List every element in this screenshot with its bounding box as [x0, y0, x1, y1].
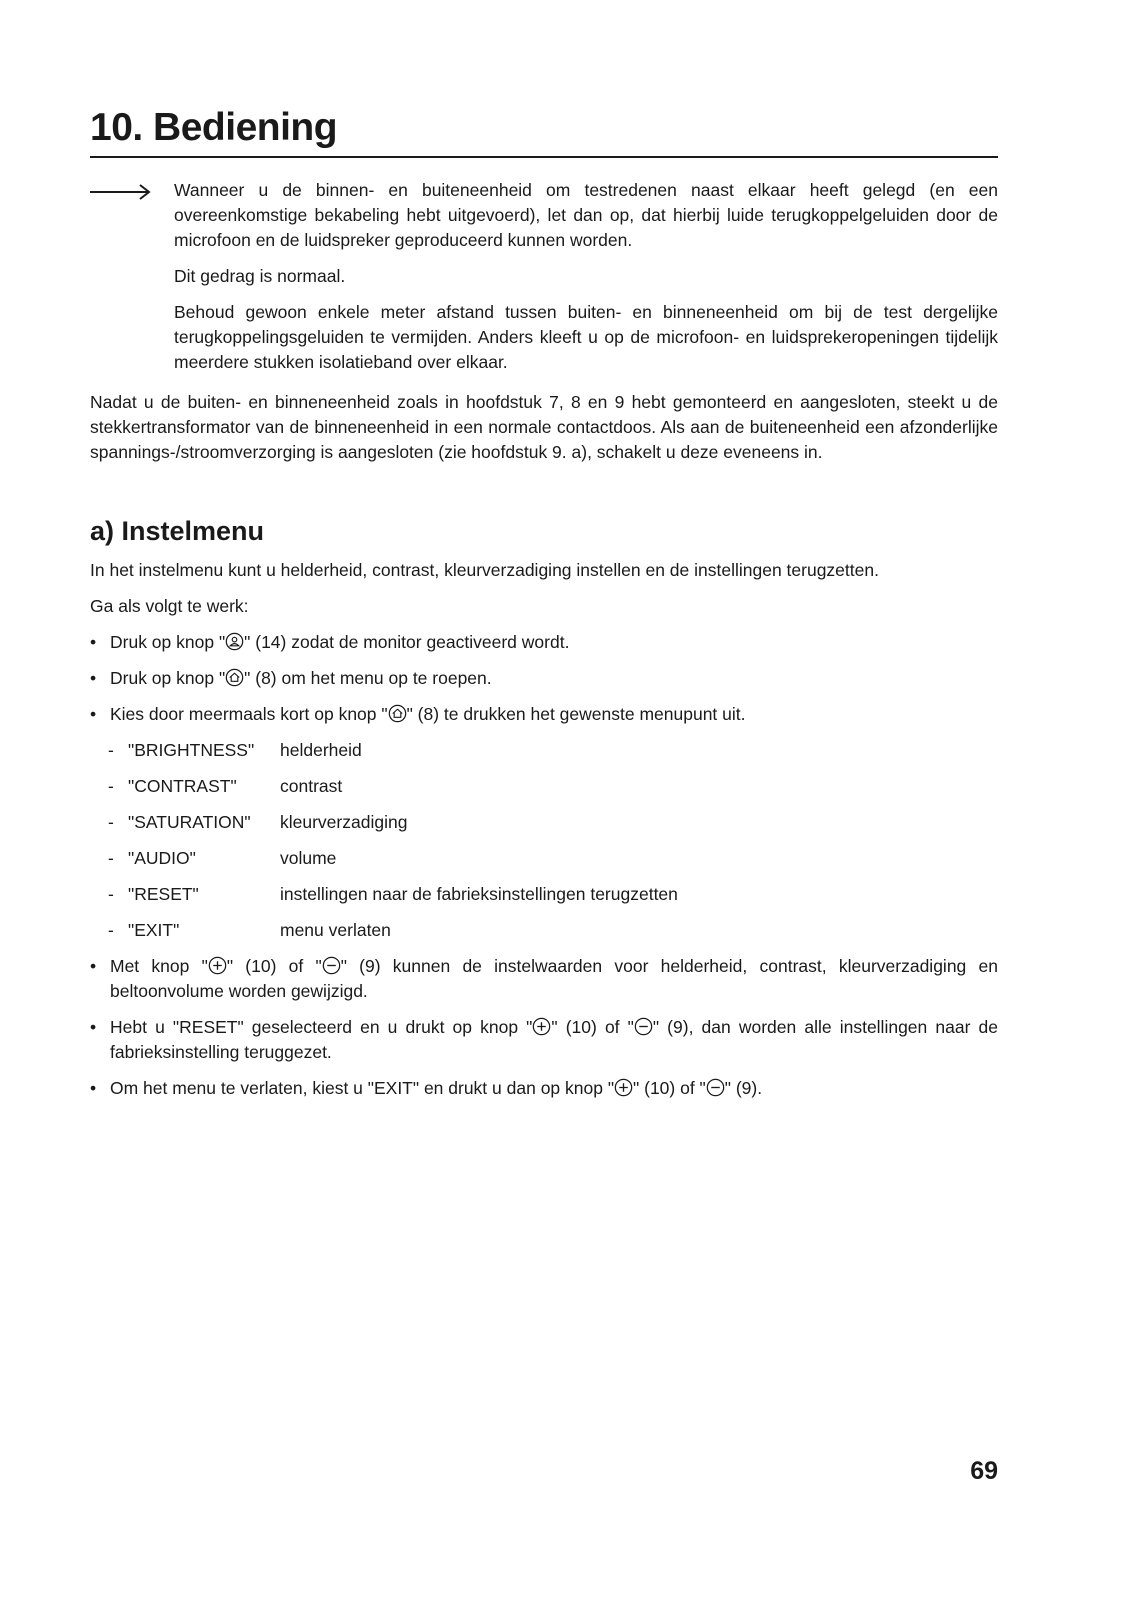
menu-option-description: contrast	[280, 776, 343, 796]
menu-option-key: "BRIGHTNESS"	[128, 740, 255, 760]
menu-option-key: "EXIT"	[128, 920, 180, 940]
dash-mark: -	[108, 848, 114, 868]
bullet-item: • Druk op knop " " (14) zodat de monitor geactiveerd wordt.	[90, 630, 998, 655]
menu-option-row	[90, 918, 998, 943]
bullet-item: • Met knop " " (10) of " " (9) kunnen de instelwaarden voor helderheid, contrast, kleurverzadiging en beltoonvolume worden gewijzigd.	[90, 956, 998, 1001]
section-heading: a) Instelmenu	[90, 516, 265, 546]
bullet-item: • Kies door meermaals kort op knop " " (8) te drukken het gewenste menupunt uit.	[90, 702, 998, 727]
dash-mark: -	[108, 776, 114, 796]
plus-circle-icon	[532, 1017, 551, 1036]
menu-option-key: "AUDIO"	[128, 848, 196, 868]
menu-option-row	[90, 846, 998, 871]
minus-circle-icon	[706, 1078, 725, 1097]
menu-option-row	[90, 774, 998, 799]
note-paragraph: Dit gedrag is normaal.	[174, 266, 346, 286]
intro-paragraph: Nadat u de buiten- en binneneenheid zoals in hoofdstuk 7, 8 en 9 hebt gemonteerd en aangesloten, steekt u de stekkertransformator van de binneneenheid in een normale contactdoos. Als aan de buiteneenheid een afzonderlijke spannings-/stroomverzorging is aangesloten (zie hoofdstuk 9. a), schakelt u deze eveneens in.	[90, 392, 998, 462]
bullet-mark: •	[90, 1017, 97, 1037]
page-number: 69	[970, 1457, 998, 1485]
section-paragraph: Ga als volgt te werk:	[90, 596, 249, 616]
minus-circle-icon	[634, 1017, 653, 1036]
menu-option-key: "RESET"	[128, 884, 199, 904]
note-text	[174, 178, 998, 386]
plus-circle-icon	[614, 1078, 633, 1097]
menu-option-description: kleurverzadiging	[280, 812, 408, 832]
plus-circle-icon	[208, 956, 227, 975]
bullet-mark: •	[90, 956, 97, 976]
menu-option-description: helderheid	[280, 740, 362, 760]
menu-option-row	[90, 810, 998, 835]
section-paragraph: In het instelmenu kunt u helderheid, contrast, kleurverzadiging instellen en de instellingen terugzetten.	[90, 560, 879, 580]
note-paragraph: Wanneer u de binnen- en buiteneenheid om testredenen naast elkaar heeft gelegd (en een overeenkomstige bekabeling hebt uitgevoerd), let dan op, dat hierbij luide terugkoppelgeluiden door de microfoon en de luidspreker geproduceerd kunnen worden.	[174, 180, 998, 250]
menu-option-description: instellingen naar de fabrieksinstellingen terugzetten	[280, 884, 678, 904]
arrow-right-icon	[90, 184, 152, 200]
menu-option-row	[90, 738, 998, 763]
section-body	[90, 558, 998, 1112]
note-paragraph: Behoud gewoon enkele meter afstand tussen buiten- en binneneenheid om bij de test dergelijke terugkoppelingsgeluiden te vermijden. Anders kleeft u op de microfoon- en luidsprekeropeningen tijdelijk meerdere stukken isolatieband over elkaar.	[174, 302, 998, 372]
home-menu-icon	[225, 668, 244, 687]
dash-mark: -	[108, 812, 114, 832]
dash-mark: -	[108, 740, 114, 760]
dash-mark: -	[108, 884, 114, 904]
menu-option-description: volume	[280, 848, 337, 868]
home-menu-icon	[388, 704, 407, 723]
bullet-mark: •	[90, 1078, 97, 1098]
bullet-mark: •	[90, 632, 97, 652]
minus-circle-icon	[322, 956, 341, 975]
bullet-mark: •	[90, 704, 97, 724]
menu-option-key: "CONTRAST"	[128, 776, 237, 796]
page-title: 10. Bediening	[90, 102, 998, 158]
bullet-mark: •	[90, 668, 97, 688]
bullet-item: • Hebt u "RESET" geselecteerd en u drukt op knop " " (10) of " " (9), dan worden alle instellingen naar de fabrieksinstelling teruggezet.	[90, 1017, 998, 1062]
monitor-person-icon	[225, 632, 244, 651]
dash-mark: -	[108, 920, 114, 940]
menu-option-key: "SATURATION"	[128, 812, 251, 832]
menu-option-description: menu verlaten	[280, 920, 391, 940]
bullet-item: • Om het menu te verlaten, kiest u "EXIT" en drukt u dan op knop " " (10) of " " (9).	[90, 1076, 998, 1101]
menu-option-row	[90, 882, 998, 907]
bullet-item: • Druk op knop " " (8) om het menu op te roepen.	[90, 666, 998, 691]
